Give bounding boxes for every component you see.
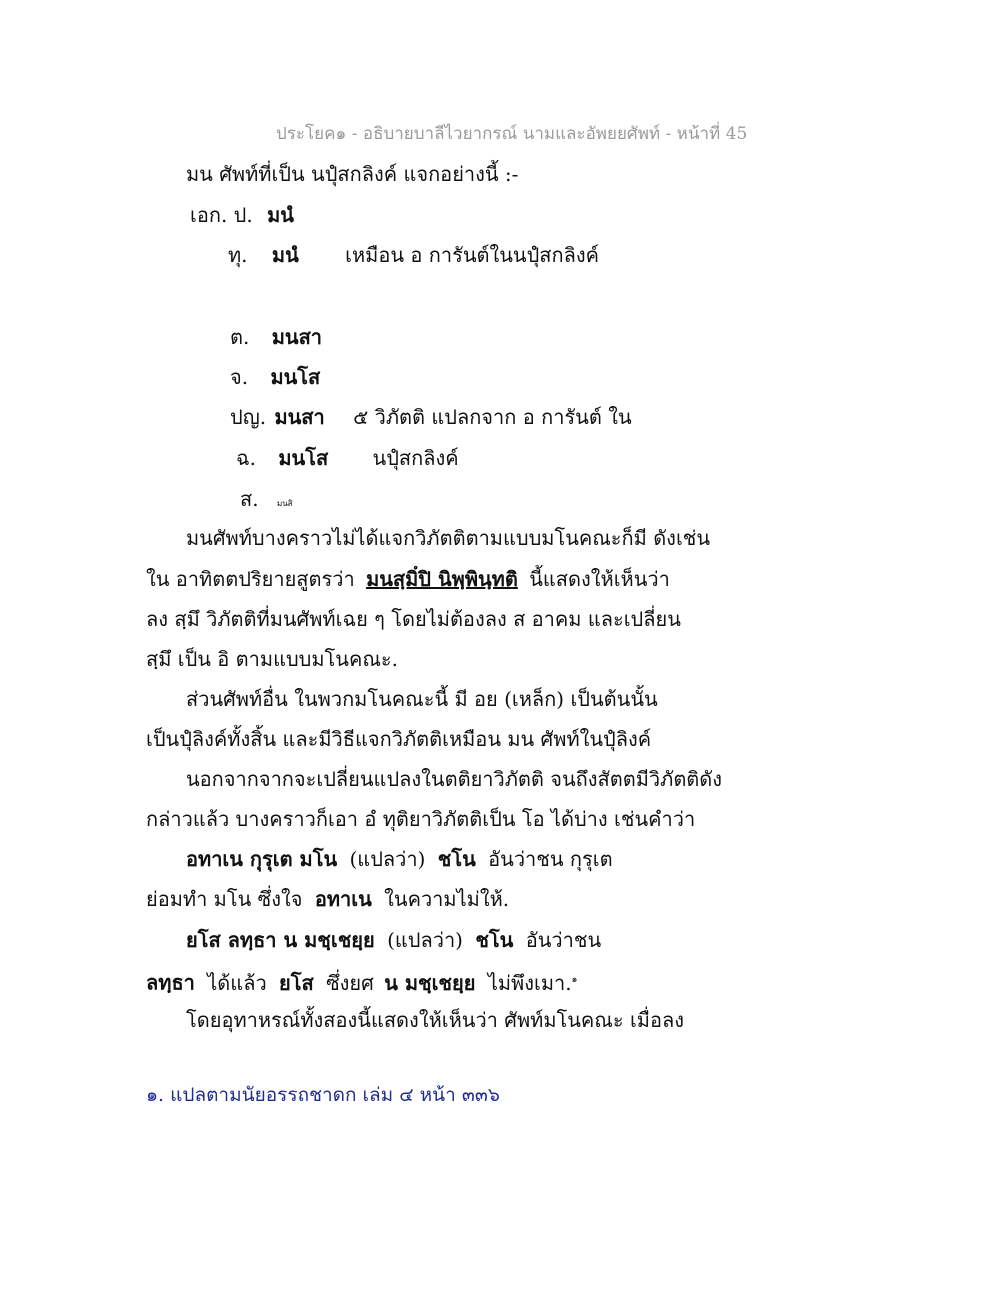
- case-form: มนสา: [274, 405, 325, 429]
- case-form: มนํ: [271, 243, 299, 267]
- case-form: มนสิ: [276, 499, 293, 508]
- pali-word: น มชฺเชยฺย: [384, 970, 476, 995]
- declension-row: [236, 445, 459, 471]
- pali-phrase: ยโส ลทฺธา น มชฺเชยฺย: [186, 928, 375, 952]
- pali-word: อทาเน: [314, 887, 372, 911]
- case-label: เอก. ป.: [190, 203, 253, 227]
- text-run: ในความไม่ให้.: [384, 887, 510, 911]
- case-label: ปญ.: [230, 405, 267, 429]
- declension-row: [240, 486, 293, 517]
- example-line: [146, 967, 577, 996]
- case-form: มนโส: [278, 446, 329, 470]
- paragraph-line: กล่าวแล้ว บางคราวก็เอา อํ ทุติยาวิภัตติเป็น โอ ได้บ่าง เช่นคำว่า: [146, 807, 696, 831]
- text-run: อันว่าชน: [525, 928, 602, 952]
- case-note: เหมือน อ การันต์ในนปุํสกลิงค์: [345, 243, 600, 267]
- declension-row: [230, 364, 320, 390]
- case-label: จ.: [230, 365, 249, 389]
- paragraph-line: ลง สฺมึ วิภัตติที่มนศัพท์เฉย ๆ โดยไม่ต้องลง ส อาคม และเปลี่ยน: [146, 607, 681, 631]
- declension-row: [228, 242, 599, 268]
- case-note: ๕ วิภัตติ แปลกจาก อ การันต์ ใน: [353, 405, 632, 429]
- paragraph-line: นอกจากจากจะเปลี่ยนแปลงในตติยาวิภัตติ จนถึงสัตตมีวิภัตติดัง: [186, 767, 723, 791]
- text-run: (แปลว่า): [387, 928, 463, 952]
- text-run: ย่อมทำ มโน ซึ่งใจ: [146, 887, 303, 911]
- text-run: (แปลว่า): [349, 847, 426, 871]
- declension-row: [230, 404, 632, 430]
- pali-word: ลทฺธา: [146, 970, 195, 995]
- footnote-marker: ๑: [571, 975, 578, 985]
- running-header: ประโยค๑ - อธิบายบาลีไวยากรณ์ นามและอัพยยศัพท์ - หน้าที่ 45: [276, 124, 748, 144]
- case-form: มนํ: [267, 203, 294, 227]
- paragraph-line: มนศัพท์บางคราวไม่ได้แจกวิภัตติตามแบบมโนคณะก็มี ดังเช่น: [186, 526, 711, 550]
- pali-word: ยโส: [279, 970, 314, 995]
- example-line: [146, 886, 509, 912]
- intro-line: มน ศัพท์ที่เป็น นปุํสกลิงค์ แจกอย่างนี้ :-: [186, 162, 519, 186]
- text-run: ไม่พึงเมา.: [487, 970, 572, 995]
- case-label: ฉ.: [236, 446, 256, 470]
- pali-phrase: อทาเน กุรุเต มโน: [186, 847, 338, 871]
- footnote: ๑. แปลตามนัยอรรถชาดก เล่ม ๔ หน้า ๓๓๖: [146, 1084, 500, 1106]
- text-run: อันว่าชน กุรุเต: [488, 847, 613, 871]
- case-label: ส.: [240, 487, 259, 511]
- case-form: มนโส: [270, 365, 321, 389]
- paragraph-line: โดยอุทาหรณ์ทั้งสองนี้แสดงให้เห็นว่า ศัพท์มโนคณะ เมื่อลง: [186, 1008, 685, 1032]
- example-line: [186, 927, 601, 953]
- pali-word: ชโน: [475, 928, 514, 952]
- case-note: นปุํสกลิงค์: [372, 446, 459, 470]
- declension-row: [190, 202, 294, 228]
- case-label: ทุ.: [228, 243, 248, 267]
- declension-row: [230, 324, 322, 350]
- text-run: นี้แสดงให้เห็นว่า: [529, 567, 670, 591]
- text-run: ใน อาทิตตปริยายสูตรว่า: [146, 567, 355, 591]
- paragraph-line: เป็นปุํลิงค์ทั้งสิ้น และมีวิธีแจกวิภัตติเหมือน มน ศัพท์ในปุํลิงค์: [146, 727, 652, 751]
- case-form: มนสา: [271, 325, 323, 349]
- example-line: [186, 846, 613, 872]
- case-label: ต.: [230, 325, 250, 349]
- paragraph-line: สฺมึ เป็น อิ ตามแบบมโนคณะ.: [146, 647, 398, 671]
- pali-phrase: มนสฺมิํปิ นิพฺพินฺทติ: [366, 567, 518, 591]
- paragraph-line: ส่วนศัพท์อื่น ในพวกมโนคณะนี้ มี อย (เหล็ก) เป็นต้นนั้น: [186, 687, 658, 711]
- paragraph-line: [146, 566, 670, 592]
- pali-word: ชโน: [437, 847, 476, 871]
- text-run: ได้แล้ว: [207, 970, 267, 995]
- text-run: ซึ่งยศ: [326, 970, 374, 995]
